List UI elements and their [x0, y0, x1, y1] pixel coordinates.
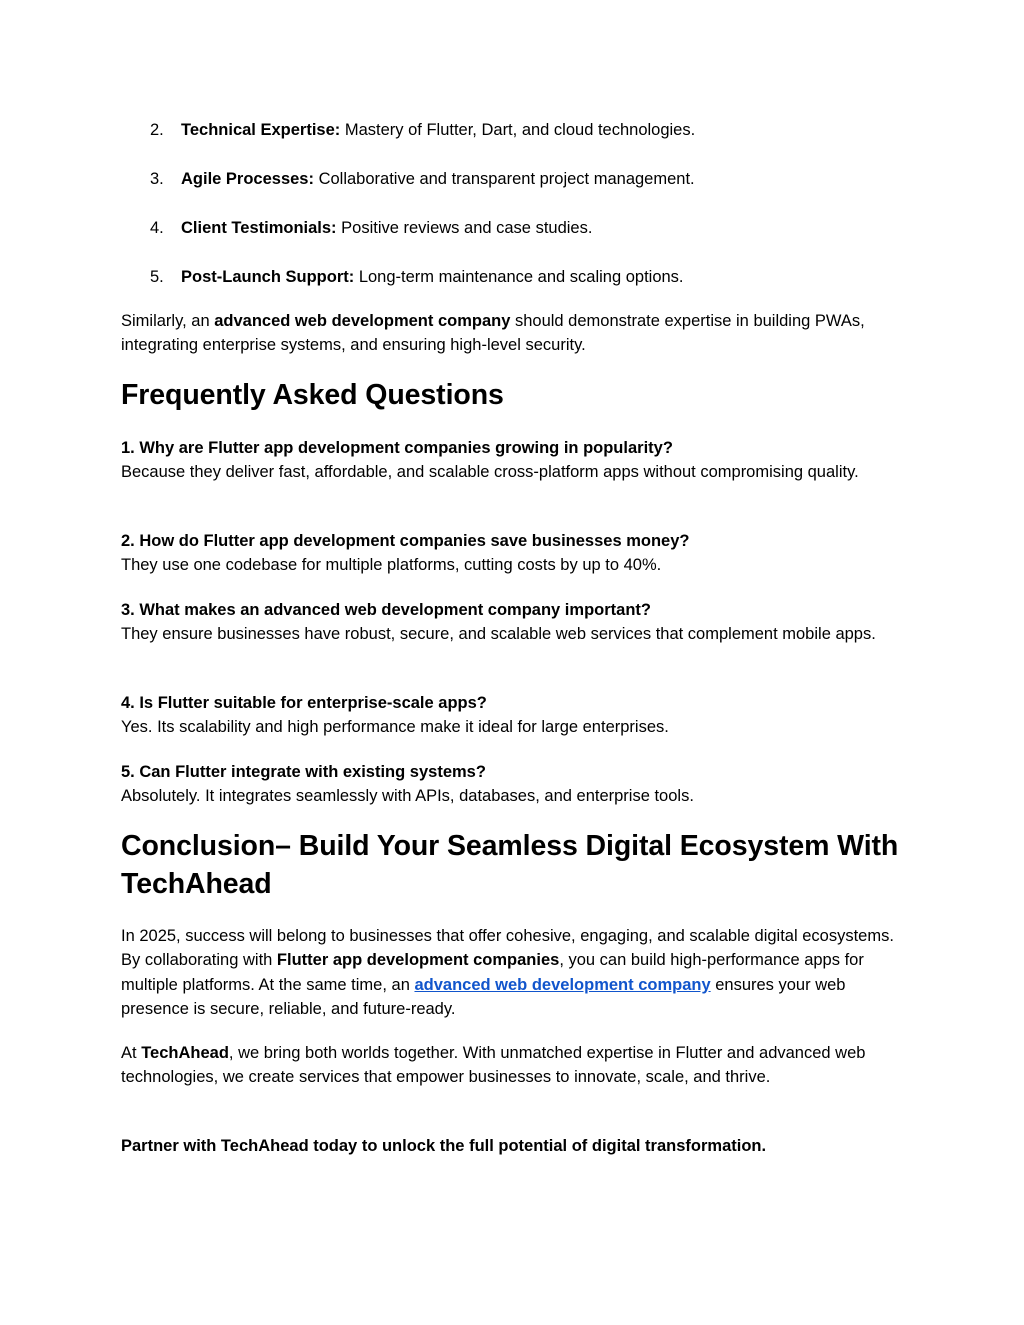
list-item — [121, 216, 911, 240]
faq-answer: They ensure businesses have robust, secure, and scalable web services that complement mobile apps. — [121, 625, 876, 644]
list-number: 4. — [150, 219, 164, 237]
faq-answer: Yes. Its scalability and high performance make it ideal for large enterprises. — [121, 718, 669, 737]
faq-answer: Absolutely. It integrates seamlessly with APIs, databases, and enterprise tools. — [121, 787, 694, 806]
list-number: 2. — [150, 121, 164, 139]
list-item-text: Mastery of Flutter, Dart, and cloud technologies. — [340, 121, 696, 139]
list-item — [121, 265, 911, 289]
list-item — [121, 167, 911, 191]
faq-item — [121, 529, 911, 578]
faq-answer: Because they deliver fast, affordable, and scalable cross-platform apps without compromising quality. — [121, 463, 859, 482]
list-item-label: Technical Expertise: — [181, 121, 341, 139]
faq-item — [121, 760, 911, 809]
list-item-label: Agile Processes: — [181, 170, 314, 188]
list-item-text: Positive reviews and case studies. — [336, 219, 593, 237]
faq-item — [121, 598, 911, 647]
faq-item — [121, 691, 911, 740]
faq-question: 5. Can Flutter integrate with existing systems? — [121, 763, 486, 781]
faq-answer: They use one codebase for multiple platforms, cutting costs by up to 40%. — [121, 556, 662, 575]
conclusion-paragraph-2: At TechAhead, we bring both worlds together. With unmatched expertise in Flutter and advanced web technologies, we create services that empower businesses to innovate, scale, and thrive. — [121, 1044, 866, 1087]
faq-question: 1. Why are Flutter app development companies growing in popularity? — [121, 439, 673, 457]
faq-item — [121, 436, 911, 485]
list-number: 5. — [150, 268, 164, 286]
similarly-paragraph: Similarly, an advanced web development company should demonstrate expertise in building PWAs, integrating enterprise systems, and ensuring high-level security. — [121, 312, 865, 355]
faq-question: 2. How do Flutter app development companies save businesses money? — [121, 532, 690, 550]
list-item — [121, 118, 911, 142]
faq-question: 3. What makes an advanced web development company important? — [121, 601, 651, 619]
faq-heading: Frequently Asked Questions — [121, 379, 504, 411]
list-item-label: Post-Launch Support: — [181, 268, 355, 286]
list-item-label: Client Testimonials: — [181, 219, 337, 237]
conclusion-paragraph-1: In 2025, success will belong to businesses that offer cohesive, engaging, and scalable digital ecosystems. By collaborating with Flutter app development companies, you can build high-performance apps for multiple platforms. At the same time, an advanced web development company ensures your web presence is secure, reliable, and future-ready. — [121, 927, 894, 1019]
cta-text: Partner with TechAhead today to unlock the full potential of digital transformation. — [121, 1137, 767, 1155]
numbered-list — [121, 118, 911, 314]
list-item-text: Long-term maintenance and scaling options. — [354, 268, 684, 286]
cta-paragraph — [121, 1134, 911, 1158]
list-number: 3. — [150, 170, 164, 188]
conclusion-heading: Conclusion– Build Your Seamless Digital Ecosystem With TechAhead — [121, 830, 899, 900]
list-item-text: Collaborative and transparent project management. — [313, 170, 695, 188]
advanced-web-development-link[interactable]: advanced web development company — [414, 975, 711, 994]
faq-question: 4. Is Flutter suitable for enterprise-scale apps? — [121, 694, 487, 712]
